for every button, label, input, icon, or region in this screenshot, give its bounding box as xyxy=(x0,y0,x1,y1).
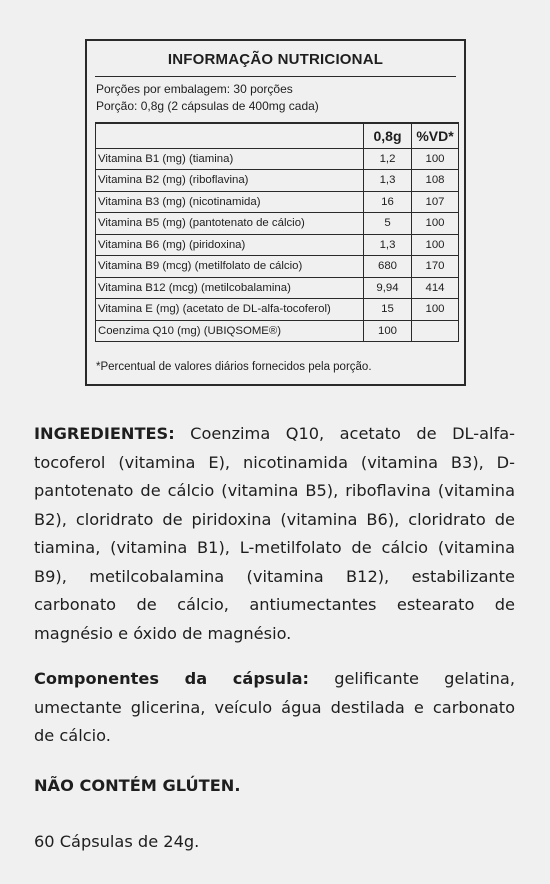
nutrition-facts-box xyxy=(85,39,466,386)
nutrient-daily-value: 108 xyxy=(412,170,459,192)
nutrient-daily-value: 100 xyxy=(412,299,459,321)
nutrient-name: Vitamina B2 (mg) (riboflavina) xyxy=(96,170,364,192)
table-row xyxy=(96,191,459,213)
servings-per-package: Porções por embalagem: 30 porções xyxy=(96,82,293,96)
table-row xyxy=(96,320,459,342)
table-row xyxy=(96,299,459,321)
nutrient-daily-value xyxy=(412,320,459,342)
table-row xyxy=(96,234,459,256)
nutrient-daily-value: 414 xyxy=(412,277,459,299)
nutrient-daily-value: 107 xyxy=(412,191,459,213)
nutrient-name: Vitamina E (mg) (acetato de DL-alfa-tocoferol) xyxy=(96,299,364,321)
nutrient-name: Vitamina B1 (mg) (tiamina) xyxy=(96,148,364,170)
header-amount: 0,8g xyxy=(364,123,412,148)
nutrient-amount: 1,2 xyxy=(364,148,412,170)
ingredients-text: Coenzima Q10, acetato de DL-alfa-tocoferol (vitamina E), nicotinamida (vitamina B3), D-pantotenato de cálcio (vitamina B5), riboflavina (vitamina B2), cloridrato de piridoxina (vitamina B6), cloridrato de tiamina, (vitamina B1), L-metilfolato de cálcio (vitamina B9), metilcobalamina (vitamina B12), estabilizante carbonato de cálcio, antiumectantes estearato de magnésio e óxido de magnésio. xyxy=(34,424,515,643)
nutrient-amount: 1,3 xyxy=(364,234,412,256)
daily-value-footnote: *Percentual de valores diários fornecidos pela porção. xyxy=(96,361,372,373)
table-row xyxy=(96,170,459,192)
nutrient-name: Vitamina B5 (mg) (pantotenato de cálcio) xyxy=(96,213,364,235)
table-row xyxy=(96,148,459,170)
title-divider xyxy=(95,76,456,77)
nutrient-amount: 100 xyxy=(364,320,412,342)
nutrient-name: Vitamina B9 (mcg) (metilfolato de cálcio) xyxy=(96,256,364,278)
header-daily-value: %VD* xyxy=(412,123,459,148)
nutrient-amount: 1,3 xyxy=(364,170,412,192)
capsule-components-paragraph xyxy=(34,665,515,751)
nutrient-name: Vitamina B12 (mcg) (metilcobalamina) xyxy=(96,277,364,299)
nutrient-amount: 16 xyxy=(364,191,412,213)
ingredients-label: INGREDIENTES: xyxy=(34,424,175,443)
nutrient-daily-value: 100 xyxy=(412,148,459,170)
nutrition-title: INFORMAÇÃO NUTRICIONAL xyxy=(167,51,384,68)
capsule-components-label: Componentes da cápsula: xyxy=(34,669,310,688)
nutrient-daily-value: 100 xyxy=(412,234,459,256)
nutrient-name: Vitamina B6 (mg) (piridoxina) xyxy=(96,234,364,256)
nutrient-amount: 5 xyxy=(364,213,412,235)
nutrient-amount: 9,94 xyxy=(364,277,412,299)
package-content: 60 Cápsulas de 24g. xyxy=(34,832,200,851)
nutrient-daily-value: 170 xyxy=(412,256,459,278)
ingredients-paragraph xyxy=(34,420,515,648)
nutrient-amount: 15 xyxy=(364,299,412,321)
nutrient-name: Vitamina B3 (mg) (nicotinamida) xyxy=(96,191,364,213)
header-nutrient xyxy=(96,123,364,148)
table-row xyxy=(96,256,459,278)
nutrition-table xyxy=(95,122,459,342)
table-row xyxy=(96,277,459,299)
serving-size: Porção: 0,8g (2 cápsulas de 400mg cada) xyxy=(96,99,319,113)
nutrition-table-header xyxy=(96,123,459,148)
nutrient-amount: 680 xyxy=(364,256,412,278)
gluten-notice: NÃO CONTÉM GLÚTEN. xyxy=(34,776,241,795)
nutrient-daily-value: 100 xyxy=(412,213,459,235)
capsule-components-text: gelificante gelatina, umectante glicerina, veículo água destilada e carbonato de cálcio. xyxy=(34,669,515,745)
table-row xyxy=(96,213,459,235)
nutrient-name: Coenzima Q10 (mg) (UBIQSOME®) xyxy=(96,320,364,342)
